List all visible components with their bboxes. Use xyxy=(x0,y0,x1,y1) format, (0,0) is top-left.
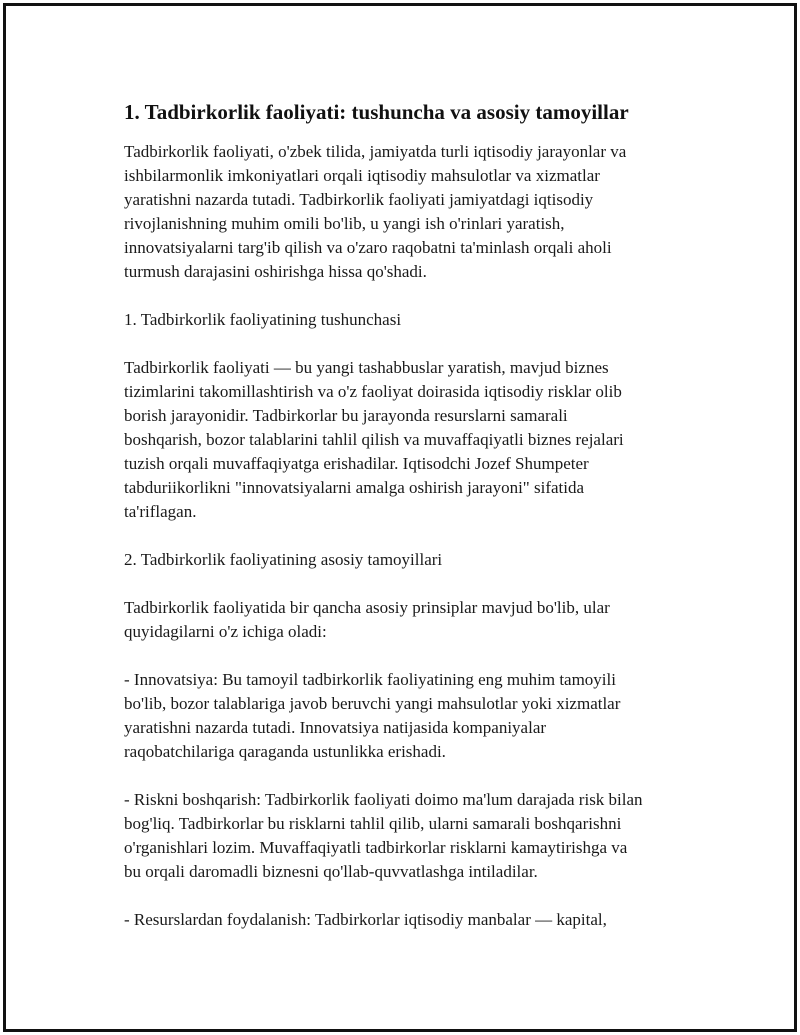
document-body xyxy=(124,98,704,932)
list-item-risk-management xyxy=(124,788,704,884)
text-line: tabduriikorlikni "innovatsiyalarni amalga oshirish jarayoni" sifatida xyxy=(124,478,585,497)
text-line: 1. Tadbirkorlik faoliyatining tushunchasi xyxy=(124,310,402,329)
text-line: - Resurslardan foydalanish: Tadbirkorlar iqtisodiy manbalar — kapital, xyxy=(124,910,607,929)
text-line: bog'liq. Tadbirkorlar bu risklarni tahlil qilib, ularni samarali boshqarishni xyxy=(124,814,622,833)
text-line: ta'riflagan. xyxy=(124,502,197,521)
text-line: bu orqali daromadli biznesni qo'llab-quvvatlashga intiladilar. xyxy=(124,862,538,881)
text-line: tizimlarini takomillashtirish va o'z faoliyat doirasida iqtisodiy risklar olib xyxy=(124,382,622,401)
text-line: ishbilarmonlik imkoniyatlari orqali iqtisodiy mahsulotlar va xizmatlar xyxy=(124,166,600,185)
text-line: yaratishni nazarda tutadi. Innovatsiya natijasida kompaniyalar xyxy=(124,718,547,737)
text-line: 2. Tadbirkorlik faoliyatining asosiy tamoyillari xyxy=(124,550,443,569)
text-line: boshqarish, bozor talablarini tahlil qilish va muvaffaqiyatli biznes rejalari xyxy=(124,430,624,449)
text-line: yaratishni nazarda tutadi. Tadbirkorlik faoliyati jamiyatdagi iqtisodiy xyxy=(124,190,594,209)
paragraph-gap xyxy=(124,644,704,668)
principles-intro-paragraph xyxy=(124,596,704,644)
text-line: - Riskni boshqarish: Tadbirkorlik faoliyati doimo ma'lum darajada risk bilan xyxy=(124,790,643,809)
section-heading-principles xyxy=(124,548,704,572)
text-line: tuzish orqali muvaffaqiyatga erishadilar. Iqtisodchi Jozef Shumpeter xyxy=(124,454,589,473)
text-line: o'rganishlari lozim. Muvaffaqiyatli tadbirkorlar risklarni kamaytirishga va xyxy=(124,838,628,857)
text-line: innovatsiyalarni targ'ib qilish va o'zaro raqobatni ta'minlash orqali aholi xyxy=(124,238,612,257)
text-line: raqobatchilariga qaraganda ustunlikka erishadi. xyxy=(124,742,446,761)
section-heading-concept xyxy=(124,308,704,332)
text-line: bo'lib, bozor talablariga javob beruvchi yangi mahsulotlar yoki xizmatlar xyxy=(124,694,621,713)
text-line: - Innovatsiya: Bu tamoyil tadbirkorlik faoliyatining eng muhim tamoyili xyxy=(124,670,616,689)
paragraph-gap xyxy=(124,524,704,548)
text-line: borish jarayonidir. Tadbirkorlar bu jarayonda resurslarni samarali xyxy=(124,406,568,425)
intro-paragraph xyxy=(124,140,704,284)
paragraph-gap xyxy=(124,884,704,908)
document-title: 1. Tadbirkorlik faoliyati: tushuncha va asosiy tamoyillar xyxy=(124,100,629,124)
text-line: Tadbirkorlik faoliyati, o'zbek tilida, jamiyatda turli iqtisodiy jarayonlar va xyxy=(124,142,627,161)
text-line: rivojlanishning muhim omili bo'lib, u yangi ish o'rinlari yaratish, xyxy=(124,214,565,233)
list-item-resources xyxy=(124,908,704,932)
paragraph-gap xyxy=(124,284,704,308)
text-line: Tadbirkorlik faoliyati — bu yangi tashabbuslar yaratish, mavjud biznes xyxy=(124,358,609,377)
page-frame xyxy=(3,3,797,1032)
text-line: turmush darajasini oshirishga hissa qo'shadi. xyxy=(124,262,427,281)
text-line: Tadbirkorlik faoliyatida bir qancha asosiy prinsiplar mavjud bo'lib, ular xyxy=(124,598,610,617)
paragraph-gap xyxy=(124,572,704,596)
paragraph-gap xyxy=(124,332,704,356)
list-item-innovation xyxy=(124,668,704,764)
concept-paragraph xyxy=(124,356,704,524)
text-line: quyidagilarni o'z ichiga oladi: xyxy=(124,622,327,641)
paragraph-gap xyxy=(124,764,704,788)
